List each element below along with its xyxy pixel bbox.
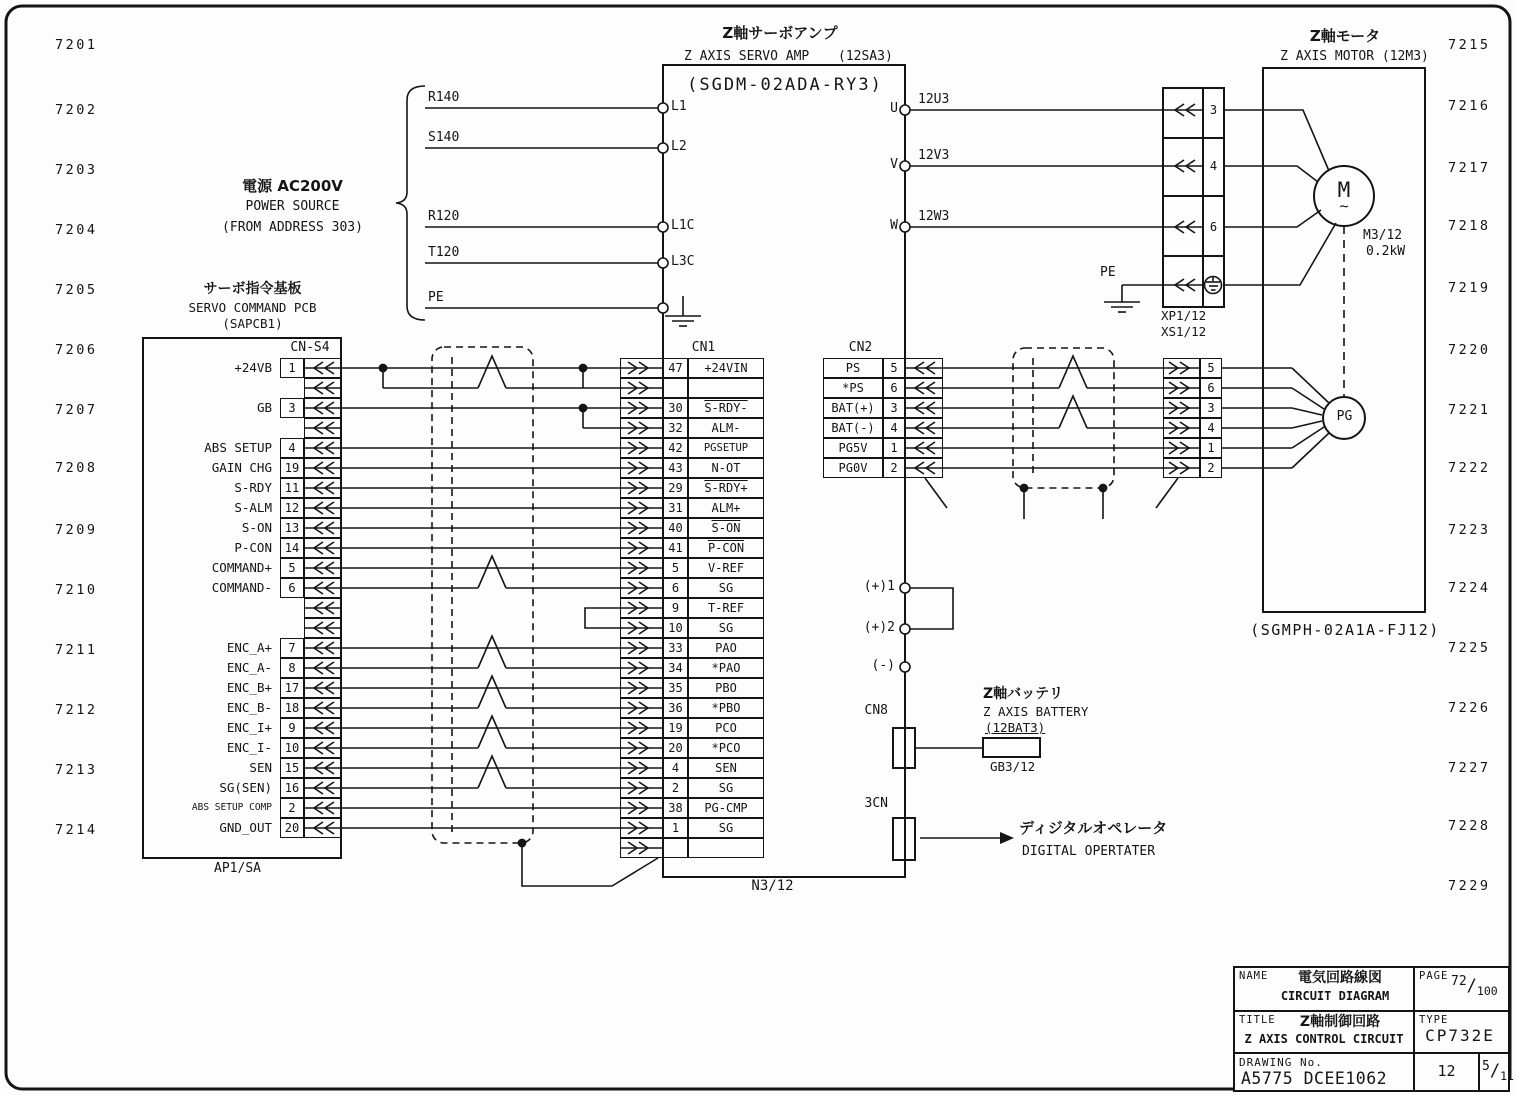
pcb-title-jp: サーボ指令基板 bbox=[203, 281, 302, 297]
pg-connector-arrow-cell bbox=[1163, 358, 1200, 378]
cn1-signal-name: PG-CMP bbox=[704, 801, 748, 815]
pg-connector-arrow-cell bbox=[1163, 398, 1200, 418]
cn1-signal-name: ALM+ bbox=[711, 501, 741, 515]
pg-connector-arrow-cell bbox=[1163, 378, 1200, 398]
cn2-signal-name: PG0V bbox=[838, 461, 868, 475]
edge-number-left: 7202 bbox=[55, 102, 98, 118]
cn2-signal-name: BAT(+) bbox=[831, 401, 875, 415]
cns4-arrow-cell bbox=[304, 798, 342, 818]
edge-number-right: 7215 bbox=[1448, 37, 1491, 53]
name-label: NAME bbox=[1239, 970, 1269, 982]
cn2-pin-number: 6 bbox=[890, 381, 898, 395]
xp-label-2: XS1/12 bbox=[1161, 324, 1207, 339]
cns4-pin-number: 3 bbox=[288, 401, 296, 415]
cns4-row-label: ABS SETUP bbox=[204, 440, 272, 455]
cn3-label: 3CN bbox=[864, 796, 888, 811]
edge-number-right: 7229 bbox=[1448, 878, 1491, 894]
cns4-arrow-cell bbox=[304, 458, 342, 478]
cn1-signal-name: SG bbox=[718, 821, 734, 835]
motor-title-en: Z AXIS MOTOR (12M3) bbox=[1280, 49, 1429, 64]
cn1-arrow-cell bbox=[620, 418, 663, 438]
cn1-arrow-cell bbox=[620, 518, 663, 538]
cn1-signal-name: T-REF bbox=[707, 601, 745, 615]
cn1-pin-number: 34 bbox=[668, 661, 683, 675]
cns4-pin-number: 19 bbox=[284, 461, 300, 475]
cn2-pin-number: 4 bbox=[890, 421, 898, 435]
battery-title-en: Z AXIS BATTERY bbox=[983, 704, 1089, 719]
amp-bottom-label: N3/12 bbox=[751, 878, 794, 894]
cn1-signal-name: P-CON bbox=[707, 541, 745, 555]
pg-connector-pin-number: 4 bbox=[1207, 421, 1215, 435]
edge-number-left: 7211 bbox=[55, 642, 98, 658]
xp-pin-number: 4 bbox=[1209, 159, 1218, 173]
cns4-arrow-cell bbox=[304, 638, 342, 658]
drawing-label: DRAWING No. bbox=[1239, 1056, 1323, 1069]
cns4-pin-number: 1 bbox=[288, 361, 296, 375]
power-label-en: POWER SOURCE bbox=[245, 199, 340, 214]
cns4-arrow-cell bbox=[304, 578, 342, 598]
cn1-arrow-cell bbox=[620, 398, 663, 418]
cn1-arrow-cell bbox=[620, 458, 663, 478]
edge-number-left: 7212 bbox=[55, 702, 98, 718]
cn1-arrow-cell bbox=[620, 718, 663, 738]
edge-number-right: 7216 bbox=[1448, 98, 1491, 114]
cns4-row-label: ENC_B- bbox=[226, 700, 272, 715]
cn1-signal-name: ALM- bbox=[711, 421, 741, 435]
cns4-arrow-cell bbox=[304, 818, 342, 838]
cn1-signal-name: *PAO bbox=[711, 661, 741, 675]
cn1-arrow-cell bbox=[620, 818, 663, 838]
edge-number-right: 7228 bbox=[1448, 818, 1491, 834]
cns4-row-label: GAIN CHG bbox=[211, 460, 272, 475]
cn2-arrow-cell bbox=[905, 398, 943, 418]
cn2-arrow-cell bbox=[905, 438, 943, 458]
edge-number-right: 7218 bbox=[1448, 218, 1491, 234]
cn1-arrow-cell bbox=[620, 698, 663, 718]
cn1-pin-number: 36 bbox=[668, 701, 683, 715]
cn1-signal-name: +24VIN bbox=[704, 361, 748, 375]
cns4-arrow-cell bbox=[304, 598, 342, 618]
cns4-row-label: S-ON bbox=[241, 520, 272, 535]
cn1-arrow-cell bbox=[620, 578, 663, 598]
cn2-arrow-cell bbox=[905, 418, 943, 438]
cn1-arrow-cell bbox=[620, 678, 663, 698]
cn1-arrow-cell bbox=[620, 798, 663, 818]
power-wire-label: PE bbox=[428, 290, 444, 305]
arrow-head bbox=[1000, 832, 1014, 844]
amp-input-pin-label: L1C bbox=[671, 218, 695, 233]
cns4-row-label: COMMAND+ bbox=[211, 560, 272, 575]
motor-rating-power: 0.2kW bbox=[1366, 244, 1406, 259]
power-wire-label: T120 bbox=[428, 245, 460, 260]
edge-number-left: 7205 bbox=[55, 282, 98, 298]
cn2-pin-number: 5 bbox=[890, 361, 898, 375]
cn1-pin-cell bbox=[663, 378, 688, 398]
cn1-arrow-cell bbox=[620, 498, 663, 518]
cn1-pin-number: 4 bbox=[671, 761, 680, 775]
rev-den: 11 bbox=[1500, 1069, 1514, 1083]
cns4-arrow-cell bbox=[304, 498, 342, 518]
cn1-arrow-cell bbox=[620, 738, 663, 758]
page-number: $^{72}/_{100}$ bbox=[1451, 974, 1498, 998]
power-wire-label: S140 bbox=[428, 130, 460, 145]
cns4-row-label: SG(SEN) bbox=[219, 780, 272, 795]
motor-symbol: M bbox=[1337, 178, 1351, 202]
cn1-pin-number: 33 bbox=[668, 641, 683, 655]
edge-number-right: 7223 bbox=[1448, 522, 1491, 538]
cn1-arrow-cell bbox=[620, 618, 663, 638]
pe-right-label: PE bbox=[1100, 265, 1116, 280]
amp-output-wire-label: 12V3 bbox=[918, 148, 950, 163]
cns4-pin-number: 4 bbox=[288, 441, 296, 455]
digital-operator-jp: ディジタルオペレータ bbox=[1019, 819, 1168, 837]
cn1-pin-number: 41 bbox=[668, 541, 683, 555]
cns4-row-label: ENC_I- bbox=[226, 740, 272, 755]
cn2-pin-number: 1 bbox=[890, 441, 898, 455]
cns4-pin-number: 20 bbox=[284, 821, 300, 835]
digital-operator-en: DIGITAL OPERTATER bbox=[1022, 844, 1156, 859]
amp-output-pin-label: U bbox=[890, 101, 898, 116]
cns4-row-label: ENC_A- bbox=[226, 660, 272, 675]
amp-output-wire-label: 12W3 bbox=[918, 209, 950, 224]
cn1-pin-number: 43 bbox=[668, 461, 683, 475]
battery-box bbox=[983, 738, 1040, 757]
cn1-pin-number: 35 bbox=[668, 681, 683, 695]
cns4-pin-number: 16 bbox=[284, 781, 300, 795]
cns4-pin-number: 10 bbox=[284, 741, 300, 755]
rev-num: 5 bbox=[1482, 1059, 1490, 1074]
cns4-arrow-cell bbox=[304, 438, 342, 458]
cn1-signal-name: PBO bbox=[715, 681, 737, 695]
cns4-pin-number: 14 bbox=[284, 541, 300, 555]
cn1-signal-name: SEN bbox=[715, 761, 737, 775]
edge-number-right: 7219 bbox=[1448, 280, 1491, 296]
pcb-bottom-label: AP1/SA bbox=[214, 861, 261, 876]
title-block-row-title bbox=[1235, 1010, 1508, 1052]
cns4-row-label: ABS SETUP COMP bbox=[191, 802, 272, 813]
cn1-arrow-cell bbox=[620, 658, 663, 678]
title-label: TITLE bbox=[1239, 1014, 1276, 1026]
cns4-row-label: GB bbox=[256, 400, 272, 415]
drawing-number: A5775 DCEE1062 bbox=[1241, 1069, 1388, 1088]
edge-number-left: 7201 bbox=[55, 37, 98, 53]
title-block-row-name bbox=[1235, 968, 1508, 1010]
type-value: CP732E bbox=[1425, 1026, 1495, 1045]
cn1-pin-number: 29 bbox=[668, 481, 683, 495]
motor-model: (SGMPH-02A1A-FJ12) bbox=[1250, 621, 1440, 639]
cn2-signal-name: *PS bbox=[842, 381, 864, 395]
cns4-row-label: ENC_B+ bbox=[226, 680, 272, 695]
title-block-row-drawing bbox=[1235, 1052, 1514, 1090]
cn8-label: CN8 bbox=[864, 703, 888, 718]
power-label-from: (FROM ADDRESS 303) bbox=[222, 220, 363, 235]
cn1-pin-number: 9 bbox=[671, 601, 680, 615]
edge-number-left: 7208 bbox=[55, 460, 98, 476]
edge-number-left: 7213 bbox=[55, 762, 98, 778]
cns4-arrow-cell bbox=[304, 678, 342, 698]
amp-output-pin-label: V bbox=[890, 157, 898, 172]
rev-number: $^5/_{11}$ bbox=[1482, 1059, 1514, 1083]
motor-title-jp: Z軸モータ bbox=[1309, 27, 1381, 45]
cns4-arrow-cell bbox=[304, 718, 342, 738]
edge-number-right: 7222 bbox=[1448, 460, 1491, 476]
edge-number-left: 7214 bbox=[55, 822, 98, 838]
cns4-row-label: ENC_I+ bbox=[226, 720, 272, 735]
page-den: 100 bbox=[1476, 984, 1498, 998]
pg-connector-pin-number: 5 bbox=[1207, 361, 1215, 375]
power-wire-label: R120 bbox=[428, 209, 460, 224]
cns4-pin-number: 8 bbox=[288, 661, 296, 675]
cn1-signal-name: PCO bbox=[715, 721, 737, 735]
battery-ref: (12BAT3) bbox=[985, 720, 1046, 735]
cns4-pin-number: 15 bbox=[284, 761, 300, 775]
cns4-pin-number: 2 bbox=[288, 801, 296, 815]
xp-pin-number: 3 bbox=[1209, 103, 1218, 117]
cns4-pin-number: 6 bbox=[288, 581, 296, 595]
doc-title-jp: Z軸制御回路 bbox=[1299, 1014, 1381, 1030]
cns4-row-label: +24VB bbox=[234, 360, 272, 375]
edge-number-left: 7206 bbox=[55, 342, 98, 358]
edge-number-right: 7227 bbox=[1448, 760, 1491, 776]
cns4-row-label: P-CON bbox=[234, 540, 272, 555]
battery-title-jp: Z軸バッテリ bbox=[983, 686, 1064, 702]
edge-number-right: 7225 bbox=[1448, 640, 1491, 656]
amp-input-pin-label: L1 bbox=[671, 99, 687, 114]
cns4-arrow-cell bbox=[304, 738, 342, 758]
cn1-signal-name: SG bbox=[718, 621, 734, 635]
cn1-arrow-cell bbox=[620, 358, 663, 378]
amp-title-en: Z AXIS SERVO AMP bbox=[684, 49, 810, 64]
edge-number-right: 7224 bbox=[1448, 580, 1491, 596]
pg-connector-pin-number: 6 bbox=[1207, 381, 1215, 395]
cn1-signal-name: S-ON bbox=[711, 521, 741, 535]
cn2-pin-number: 2 bbox=[890, 461, 898, 475]
cns4-arrow-cell bbox=[304, 778, 342, 798]
cn1-signal-name: N-OT bbox=[711, 461, 741, 475]
type-label: TYPE bbox=[1419, 1014, 1449, 1026]
cn2-arrow-cell bbox=[905, 458, 943, 478]
cn2-signal-name: PS bbox=[845, 361, 861, 375]
cn1-signal-name: SG bbox=[718, 581, 734, 595]
pg-label: PG bbox=[1336, 409, 1353, 424]
cn1-signal-name: PGSETUP bbox=[703, 442, 749, 454]
motor-symbol-mark: ∼ bbox=[1339, 197, 1349, 215]
cn1-pin-number: 1 bbox=[671, 821, 680, 835]
cns4-arrow-cell bbox=[304, 478, 342, 498]
cn2-title: CN2 bbox=[848, 340, 873, 355]
cn1-arrow-cell bbox=[620, 558, 663, 578]
edge-number-right: 7217 bbox=[1448, 160, 1491, 176]
sheet-number: 12 bbox=[1437, 1062, 1456, 1080]
cns4-pin-number: 12 bbox=[284, 501, 300, 515]
edge-number-left: 7203 bbox=[55, 162, 98, 178]
power-label-jp: 電源 AC200V bbox=[242, 177, 343, 195]
cn1-pin-number: 30 bbox=[668, 401, 683, 415]
cn1-pin-number: 10 bbox=[668, 621, 683, 635]
cn1-pin-cell bbox=[663, 838, 688, 858]
cn2-signal-name: PG5V bbox=[838, 441, 868, 455]
edge-number-right: 7220 bbox=[1448, 342, 1491, 358]
pg-connector-pin-number: 1 bbox=[1207, 441, 1215, 455]
edge-number-left: 7207 bbox=[55, 402, 98, 418]
cn1-signal-name: *PBO bbox=[711, 701, 741, 715]
page-label: PAGE bbox=[1419, 970, 1449, 982]
cn1-name-cell bbox=[688, 378, 764, 398]
cns4-row-label: ENC_A+ bbox=[226, 640, 272, 655]
edge-number-right: 7221 bbox=[1448, 402, 1491, 418]
amp-input-pin-label: L3C bbox=[671, 254, 695, 269]
cns4-row-label: S-RDY bbox=[234, 480, 272, 495]
cns4-arrow-cell bbox=[304, 358, 342, 378]
cns4-pin-number: 7 bbox=[288, 641, 296, 655]
pcb-ref: (SAPCB1) bbox=[222, 316, 283, 331]
cns4-pin-number: 11 bbox=[284, 481, 300, 495]
pg-connector-arrow-cell bbox=[1163, 458, 1200, 478]
cns4-arrow-cell bbox=[304, 538, 342, 558]
cn1-arrow-cell bbox=[620, 598, 663, 618]
cns4-arrow-cell bbox=[304, 758, 342, 778]
cns4-arrow-cell bbox=[304, 398, 342, 418]
cn1-pin-number: 2 bbox=[671, 781, 680, 795]
battery-terminal-label: (-) bbox=[871, 658, 895, 673]
cns4-arrow-cell bbox=[304, 618, 342, 638]
battery-terminal-label: (+)1 bbox=[863, 579, 895, 594]
power-brace bbox=[396, 86, 425, 320]
cns4-pin-number: 17 bbox=[284, 681, 300, 695]
cn1-pin-number: 19 bbox=[668, 721, 683, 735]
cn1-pin-number: 38 bbox=[668, 801, 683, 815]
cns4-arrow-cell bbox=[304, 558, 342, 578]
cn1-signal-name: V-REF bbox=[707, 561, 745, 575]
xp-label-1: XP1/12 bbox=[1161, 308, 1207, 323]
cn1-pin-number: 20 bbox=[668, 741, 683, 755]
cn1-arrow-cell bbox=[620, 378, 663, 398]
cns4-arrow-cell bbox=[304, 418, 342, 438]
title-block bbox=[1233, 966, 1514, 1092]
cn1-pin-number: 47 bbox=[668, 361, 683, 375]
cn1-pin-number: 32 bbox=[668, 421, 683, 435]
cn1-title: CN1 bbox=[691, 340, 716, 355]
motor-rating-code: M3/12 bbox=[1363, 228, 1403, 243]
cn1-name-cell bbox=[688, 838, 764, 858]
pcb-title-en: SERVO COMMAND PCB bbox=[188, 300, 317, 315]
battery-terminal-label: (+)2 bbox=[863, 620, 895, 635]
doc-name-en: CIRCUIT DIAGRAM bbox=[1280, 989, 1390, 1003]
cn1-pin-number: 42 bbox=[668, 441, 683, 455]
cn2-pin-number: 3 bbox=[890, 401, 898, 415]
cn2-arrow-cell bbox=[905, 378, 943, 398]
cns4-pin-number: 13 bbox=[284, 521, 300, 535]
cn1-arrow-cell bbox=[620, 638, 663, 658]
cns4-row-label: GND_OUT bbox=[219, 820, 272, 835]
amp-input-pin-label: L2 bbox=[671, 139, 687, 154]
cns4-arrow-cell bbox=[304, 378, 342, 398]
cns4-arrow-cell bbox=[304, 698, 342, 718]
cn1-signal-name: S-RDY+ bbox=[704, 481, 748, 495]
cn1-pin-number: 5 bbox=[671, 561, 680, 575]
xp-pin-number: 6 bbox=[1209, 220, 1218, 234]
cn1-arrow-cell bbox=[620, 838, 663, 858]
pg-connector-pin-number: 3 bbox=[1207, 401, 1215, 415]
cns4-title: CN-S4 bbox=[290, 340, 330, 355]
cn1-arrow-cell bbox=[620, 438, 663, 458]
cns4-row-label: S-ALM bbox=[234, 500, 272, 515]
cn1-arrow-cell bbox=[620, 538, 663, 558]
pg-connector-pin-number: 2 bbox=[1207, 461, 1215, 475]
amp-ref: (12SA3) bbox=[838, 49, 893, 64]
cn1-signal-name: PAO bbox=[715, 641, 737, 655]
page-num: 72 bbox=[1451, 974, 1467, 989]
xp-connector-box bbox=[1163, 88, 1224, 307]
cn2-signal-name: BAT(-) bbox=[831, 421, 875, 435]
cn2-arrow-cell bbox=[905, 358, 943, 378]
doc-name-jp: 電気回路線図 bbox=[1298, 970, 1382, 986]
cns4-pin-number: 5 bbox=[288, 561, 296, 575]
cn1-signal-name: S-RDY- bbox=[704, 401, 748, 415]
cns4-row-label: SEN bbox=[249, 760, 272, 775]
edge-number-left: 7204 bbox=[55, 222, 98, 238]
cn1-pin-number: 40 bbox=[668, 521, 683, 535]
amp-output-pin-label: W bbox=[890, 218, 898, 233]
cns4-pin-number: 9 bbox=[288, 721, 296, 735]
cn1-arrow-cell bbox=[620, 778, 663, 798]
edge-number-left: 7210 bbox=[55, 582, 98, 598]
edge-number-left: 7209 bbox=[55, 522, 98, 538]
cns4-arrow-cell bbox=[304, 658, 342, 678]
cn1-pin-number: 31 bbox=[668, 501, 683, 515]
cns4-row-label: COMMAND- bbox=[211, 580, 272, 595]
power-wire-label: R140 bbox=[428, 90, 460, 105]
cn1-signal-name: *PCO bbox=[711, 741, 741, 755]
cn1-arrow-cell bbox=[620, 758, 663, 778]
battery-code: GB3/12 bbox=[990, 759, 1036, 774]
cns4-arrow-cell bbox=[304, 518, 342, 538]
cn1-pin-number: 6 bbox=[671, 581, 680, 595]
pg-connector-arrow-cell bbox=[1163, 438, 1200, 458]
doc-title-en: Z AXIS CONTROL CIRCUIT bbox=[1244, 1032, 1404, 1046]
amp-output-wire-label: 12U3 bbox=[918, 92, 950, 107]
cns4-pin-number: 18 bbox=[284, 701, 300, 715]
cn1-arrow-cell bbox=[620, 478, 663, 498]
amp-title-jp: Z軸サーボアンプ bbox=[722, 24, 838, 42]
cn1-signal-name: SG bbox=[718, 781, 734, 795]
pg-connector-arrow-cell bbox=[1163, 418, 1200, 438]
amp-model: (SGDM-02ADA-RY3) bbox=[687, 75, 883, 95]
edge-number-right: 7226 bbox=[1448, 700, 1491, 716]
